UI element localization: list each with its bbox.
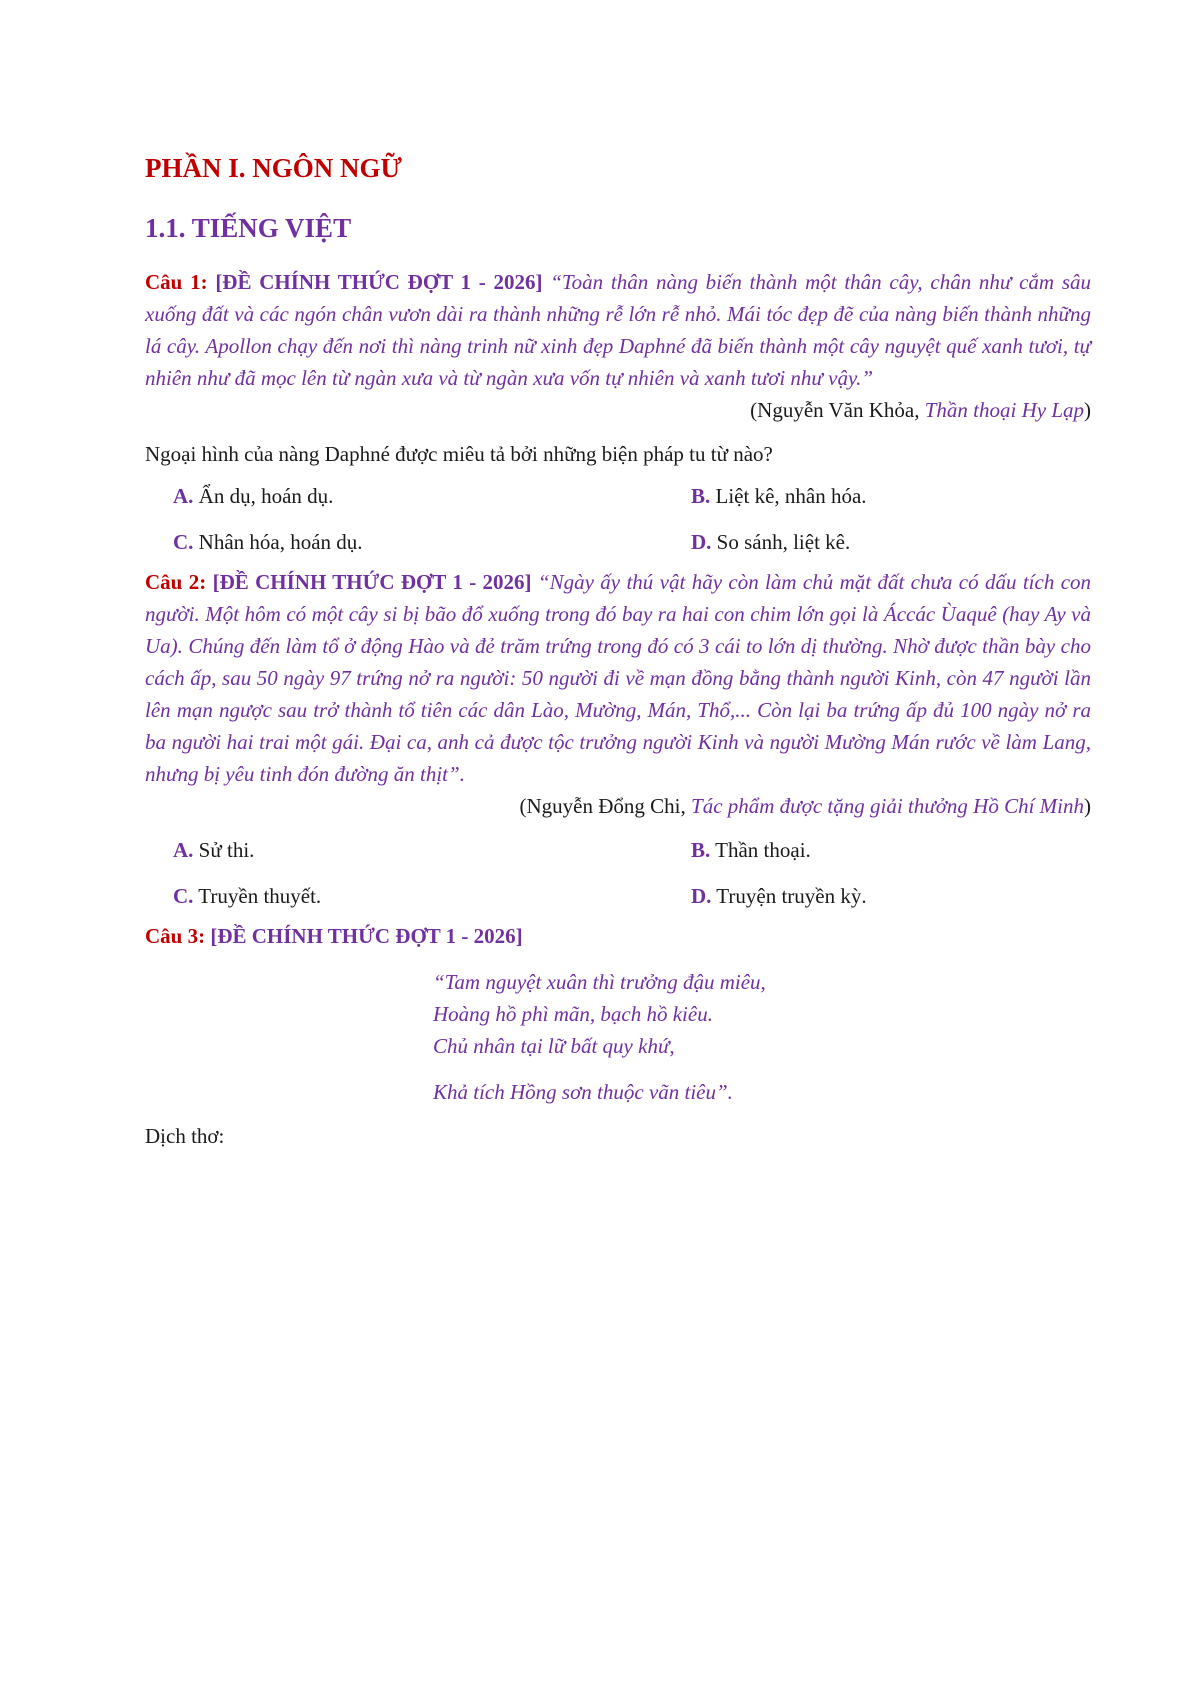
poem-line: Khả tích Hồng sơn thuộc vãn tiêu”. [433, 1080, 733, 1104]
option-text: So sánh, liệt kê. [711, 530, 851, 554]
option-text: Nhân hóa, hoán dụ. [193, 530, 363, 554]
question-1-options [145, 480, 1091, 558]
question-1-body [145, 266, 1091, 394]
question-1-option-a[interactable] [173, 480, 691, 512]
question-2-option-b[interactable] [691, 834, 1091, 866]
option-letter: D. [691, 530, 712, 554]
question-3-translation-label: Dịch thơ: [145, 1124, 225, 1148]
question-2-cite-work: Tác phẩm được tặng giải thưởng Hồ Chí Minh [691, 794, 1084, 818]
question-1-prompt: Ngoại hình của nàng Daphné được miêu tả bởi những biện pháp tu từ nào? [145, 442, 773, 466]
poem-line: Chủ nhân tại lữ bất quy khứ, [433, 1034, 675, 1058]
question-1-option-d[interactable] [691, 526, 1091, 558]
question-3-poem [433, 966, 1091, 1108]
question-1-source: [ĐỀ CHÍNH THỨC ĐỢT 1 - 2026] [215, 270, 543, 294]
question-1 [145, 266, 1091, 558]
question-2-cite-author: (Nguyễn Đổng Chi, [519, 794, 692, 818]
question-2-options [145, 834, 1091, 912]
question-3-body [145, 920, 1091, 952]
question-2-option-a[interactable] [173, 834, 691, 866]
option-letter: C. [173, 530, 194, 554]
poem-line: Hoàng hồ phì mãn, bạch hồ kiêu. [433, 1002, 713, 1026]
option-text: Truyện truyền kỳ. [711, 884, 867, 908]
question-3-source: [ĐỀ CHÍNH THỨC ĐỢT 1 - 2026] [210, 924, 523, 948]
question-3 [145, 920, 1091, 1152]
option-text: Ẩn dụ, hoán dụ. [193, 484, 334, 508]
section-title: 1.1. TIẾNG VIỆT [145, 213, 352, 243]
question-1-option-c[interactable] [173, 526, 691, 558]
question-2-cite-close: ) [1084, 794, 1091, 818]
question-2-label: Câu 2: [145, 570, 207, 594]
question-2-citation [145, 790, 1091, 822]
document-page [145, 150, 1091, 1152]
option-text: Liệt kê, nhân hóa. [710, 484, 867, 508]
question-2 [145, 566, 1091, 912]
option-letter: A. [173, 484, 194, 508]
option-letter: A. [173, 838, 194, 862]
option-letter: B. [691, 484, 711, 508]
option-letter: B. [691, 838, 711, 862]
question-1-option-b[interactable] [691, 480, 1091, 512]
question-1-cite-work: Thần thoại Hy Lạp [924, 398, 1084, 422]
question-2-quote: “Ngày ấy thú vật hãy còn làm chủ mặt đất chưa có dấu tích con người. Một hôm có một cây si bị bão đổ xuống trong đó bay ra hai con chim lớn gọi là Áccác Ùaquê (hay Ay và Ua). Chúng đến làm tổ ở động Hào và đẻ trăm trứng trong đó có 3 cái to lớn dị thường. Nhờ được thần bày cho cách ấp, sau 50 ngày 97 trứng nở ra người: 50 người đi về mạn đồng bằng thành người Kinh, còn 47 người lần lên mạn ngược sau trở thành tổ tiên các dân Lào, Mường, Mán, Thổ,... Còn lại ba trứng ấp đủ 100 ngày nở ra ba người hai trai một gái. Đại ca, anh cả được tộc trưởng người Kinh và người Mường Mán rước về làm Lang, nhưng bị yêu tinh đón đường ăn thịt”. [145, 570, 1092, 786]
question-1-quote: “Toàn thân nàng biến thành một thân cây, chân như cắm sâu xuống đất và các ngón chân vươn dài ra thành những rễ lớn rễ nhỏ. Mái tóc đẹp đẽ của nàng biến thành những lá cây. Apollon chạy đến nơi thì nàng trinh nữ xinh đẹp Daphné đã biến thành một cây nguyệt quế xanh tươi, tự nhiên như đã mọc lên từ ngàn xưa và từ ngàn xưa vốn tự nhiên và xanh tươi như vậy.” [145, 270, 1092, 390]
question-1-cite-close: ) [1084, 398, 1091, 422]
question-1-label: Câu 1: [145, 270, 208, 294]
part-title: PHẦN I. NGÔN NGỮ [145, 153, 402, 183]
poem-line: “Tam nguyệt xuân thì trưởng đậu miêu, [433, 970, 766, 994]
question-2-body [145, 566, 1091, 790]
question-1-citation [145, 394, 1091, 426]
option-text: Sử thi. [193, 838, 255, 862]
question-2-option-c[interactable] [173, 880, 691, 912]
option-letter: D. [691, 884, 712, 908]
option-text: Thần thoại. [710, 838, 811, 862]
question-2-source: [ĐỀ CHÍNH THỨC ĐỢT 1 - 2026] [212, 570, 532, 594]
question-1-cite-author: (Nguyễn Văn Khỏa, [750, 398, 925, 422]
question-2-option-d[interactable] [691, 880, 1091, 912]
option-text: Truyền thuyết. [193, 884, 322, 908]
option-letter: C. [173, 884, 194, 908]
question-3-label: Câu 3: [145, 924, 206, 948]
